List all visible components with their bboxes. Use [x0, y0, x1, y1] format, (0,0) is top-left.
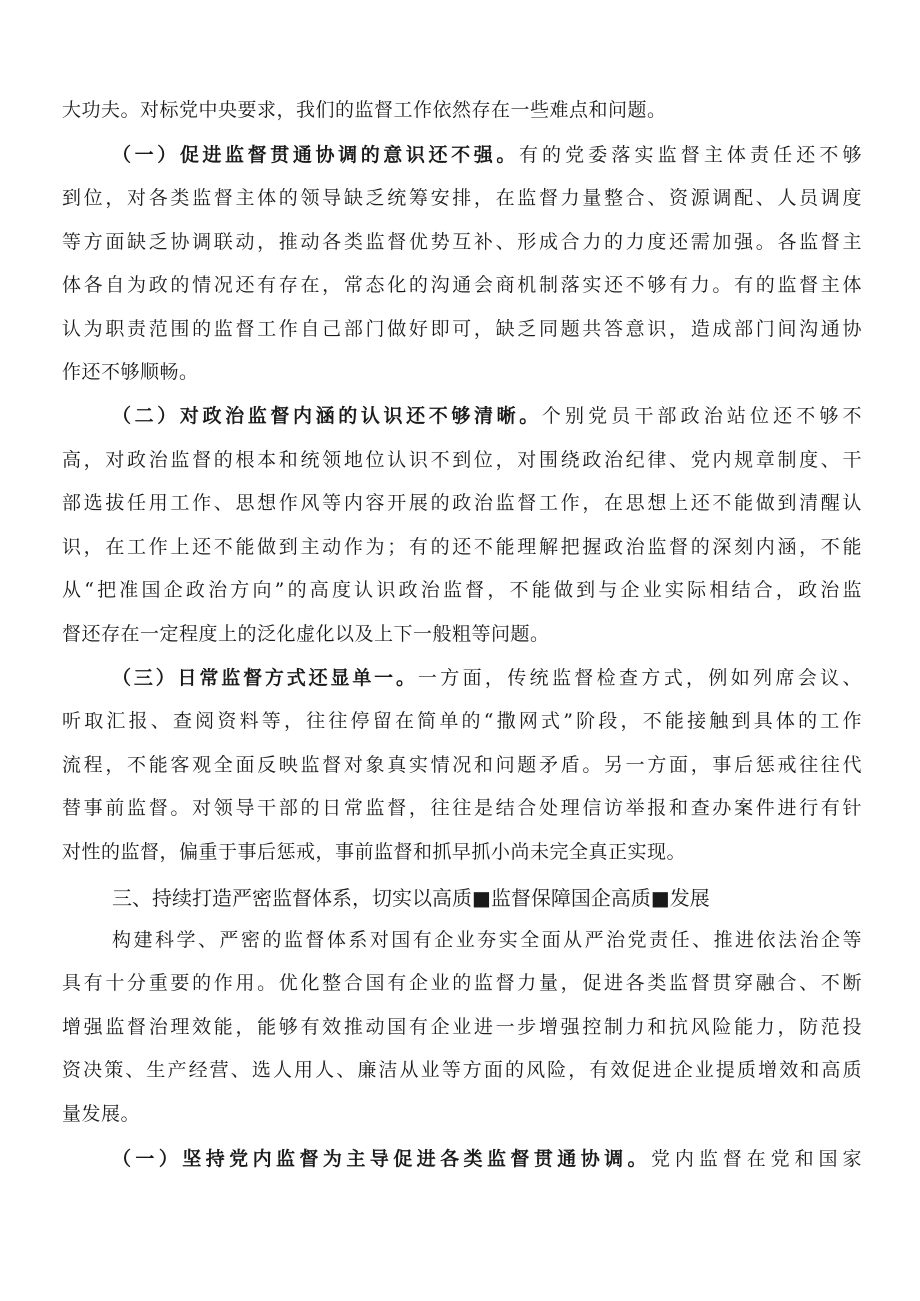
paragraph-line: 高，对政治监督的根本和统领地位认识不到位，对围绕政治纪律、党内规章制度、干: [62, 449, 862, 471]
paragraph-text: 有的党委落实监督主体责任还不够: [518, 144, 862, 166]
paragraph-line: 大功夫。对标党中央要求，我们的监督工作依然存在一些难点和问题。: [62, 99, 667, 121]
paragraph-line: 督还存在一定程度上的泛化虚化以及上下一般粗等问题。: [62, 623, 550, 645]
paragraph-line: 增强监督治理效能，能够有效推动国有企业进一步增强控制力和抗风险能力，防范投: [62, 1016, 862, 1038]
paragraph-line: 部选拔任用工作、思想作风等内容开展的政治监督工作，在思想上还不能做到清醒认: [62, 492, 862, 514]
section-heading: 三、持续打造严密监督体系，切实以高质■监督保障国企高质■发展: [112, 886, 710, 910]
paragraph-line: 流程，不能客观全面反映监督对象真实情况和问题矛盾。另一方面，事后惩戒往往代: [62, 754, 862, 776]
paragraph-line: 替事前监督。对领导干部的日常监督，往往是结合处理信访举报和查办案件进行有针: [62, 797, 862, 819]
subheading: （三）日常监督方式还显单一。: [112, 667, 418, 689]
subheading: （一）坚持党内监督为主导促进各类监督贯通协调。: [112, 1148, 651, 1170]
paragraph-first-line: 构建科学、严密的监督体系对国有企业夯实全面从严治党责任、推进依法治企等: [112, 929, 862, 951]
paragraph-line: 具有十分重要的作用。优化整合国有企业的监督力量，促进各类监督贯穿融合、不断: [62, 972, 862, 994]
paragraph-line: 识，在工作上还不能做到主动作为；有的还不能理解把握政治监督的深刻内涵，不能: [62, 536, 862, 558]
paragraph-line: 听取汇报、查阅资料等，往往停留在简单的“撒网式”阶段，不能接触到具体的工作: [62, 710, 862, 732]
paragraph-line: 到位，对各类监督主体的领导缺乏统筹安排，在监督力量整合、资源调配、人员调度: [62, 187, 862, 209]
paragraph-first-line: [112, 663, 862, 693]
paragraph-first-line: [112, 1144, 862, 1174]
paragraph-line: 等方面缺乏协调联动，推动各类监督优势互补、形成合力的力度还需加强。各监督主: [62, 231, 862, 253]
paragraph-text: 个别党员干部政治站位还不够不: [541, 405, 862, 427]
paragraph-line: 认为职责范围的监督工作自己部门做好即可，缺乏同题共答意识，造成部门间沟通协: [62, 318, 862, 340]
paragraph-text: 一方面，传统监督检查方式，例如列席会议、: [417, 667, 862, 689]
paragraph-line: 作还不够顺畅。: [62, 361, 199, 383]
subheading: （一）促进监督贯通协调的意识还不强。: [112, 144, 519, 166]
paragraph-line: 体各自为政的情况还有存在，常态化的沟通会商机制落实还不够有力。有的监督主体: [62, 274, 862, 296]
paragraph-line: 量发展。: [62, 1103, 141, 1125]
paragraph-line: 资决策、生产经营、选人用人、廉洁从业等方面的风险，有效促进企业提质增效和高质: [62, 1059, 862, 1081]
paragraph-first-line: [112, 140, 862, 170]
paragraph-line: 从“把准国企政治方向”的高度认识政治监督，不能做到与企业实际相结合，政治监: [62, 579, 862, 601]
paragraph-first-line: [112, 401, 862, 431]
subheading: （二）对政治监督内涵的认识还不够清晰。: [112, 405, 542, 427]
paragraph-line: 对性的监督，偏重于事后惩戒，事前监督和抓早抓小尚未完全真正实现。: [62, 841, 687, 863]
paragraph-text: 党内监督在党和国家: [651, 1148, 862, 1170]
